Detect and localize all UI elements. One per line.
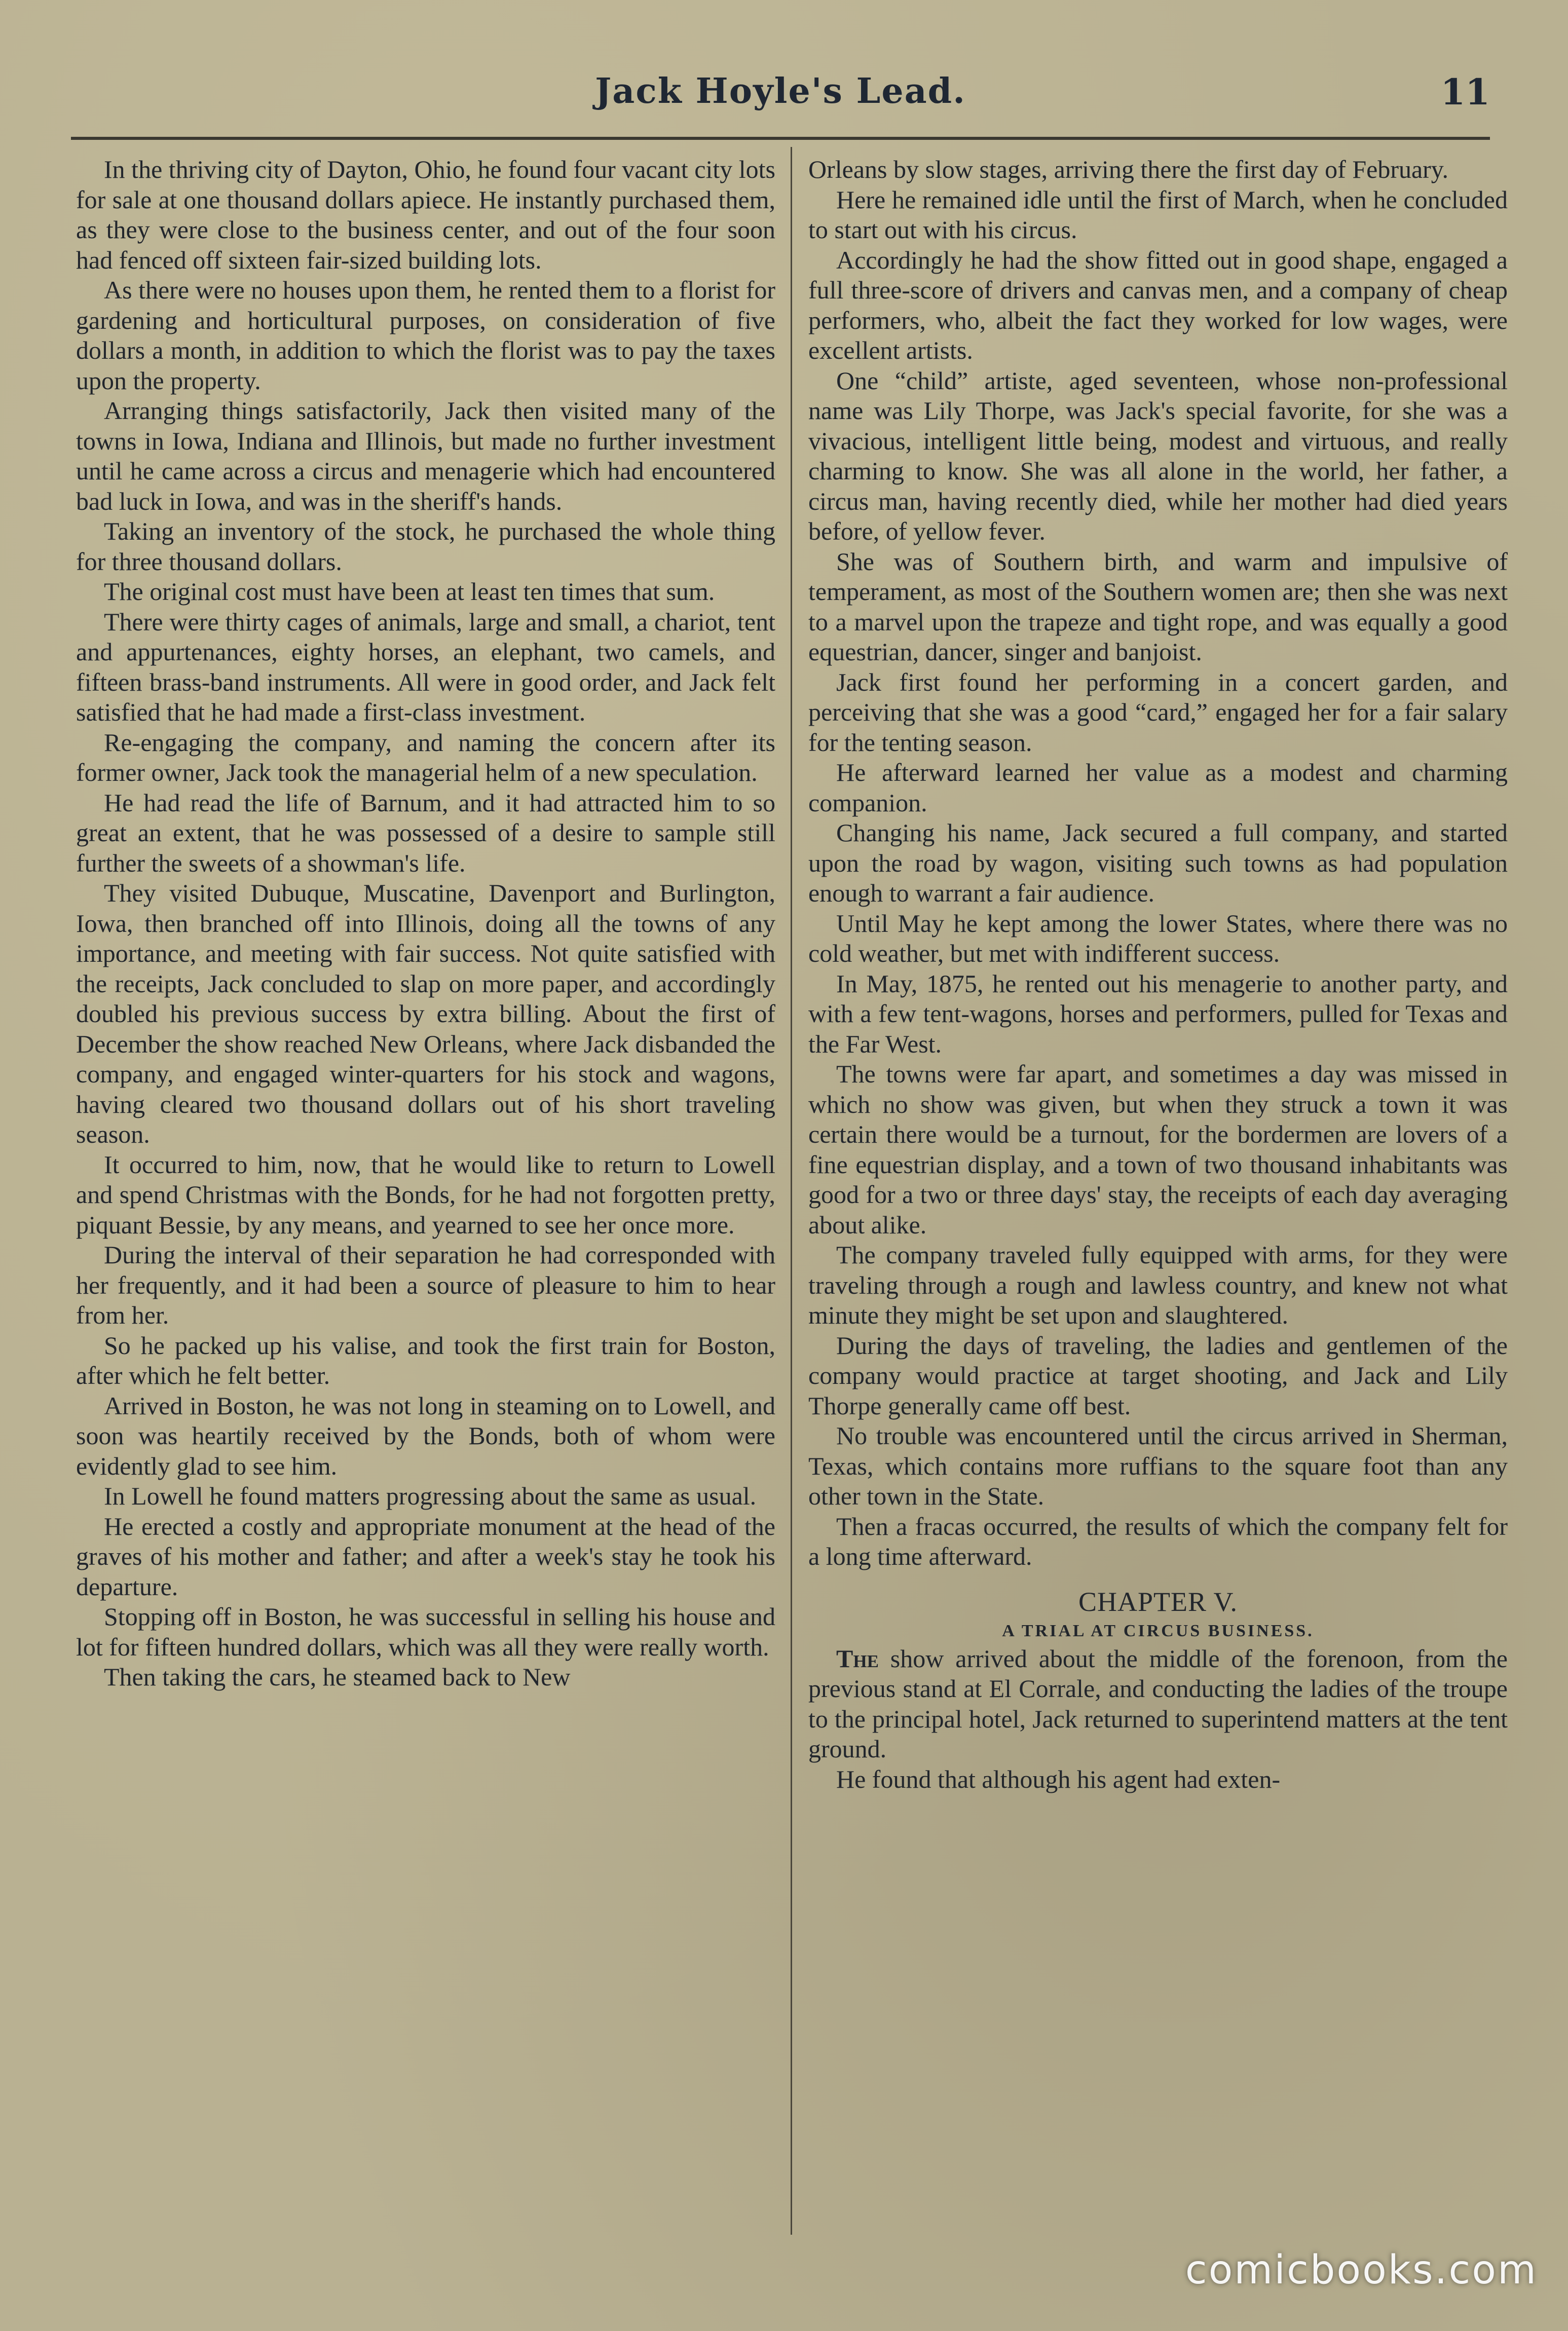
paragraph: Accordingly he had the show fitted out in good shape, engaged a full three-score of drivers and canvas men, and a company of cheap performers, who, albeit the fact they worked for low wages, were excellent artists.	[808, 245, 1508, 364]
paragraph: So he packed up his valise, and took the first train for Boston, after which he felt better.	[76, 1331, 775, 1389]
column-rule	[791, 147, 792, 2235]
paragraph: He found that although his agent had exten-	[836, 1764, 1281, 1793]
paragraph: Arrived in Boston, he was not long in steaming on to Lowell, and soon was heartily received by the Bonds, both of whom were evidently glad to see him.	[76, 1391, 775, 1480]
left-column	[76, 155, 775, 1693]
paragraph: Re-engaging the company, and naming the concern after its former owner, Jack took the managerial helm of a new speculation.	[76, 728, 775, 786]
chapter-subheading: A TRIAL AT CIRCUS BUSINESS.	[1002, 1621, 1314, 1640]
paragraph: During the days of traveling, the ladies and gentlemen of the company would practice at target shooting, and Jack and Lily Thorpe generally came off best.	[808, 1331, 1508, 1420]
paragraph: The towns were far apart, and sometimes a day was missed in which no show was given, but when they struck a town it was certain there would be a turnout, for the bordermen are lovers of a fine equestrian display, and a town of two thousand inhabitants was good for a two or three days' stay, the receipts of each day averaging about alike.	[808, 1060, 1508, 1239]
paragraph: Here he remained idle until the first of March, when he concluded to start out with his circus.	[808, 185, 1508, 244]
paragraph: In the thriving city of Dayton, Ohio, he found four vacant city lots for sale at one thousand dollars apiece. He instantly purchased them, as they were close to the business center, and out of the four soon had fenced off sixteen fair-sized building lots.	[76, 155, 775, 274]
running-head	[71, 61, 1490, 140]
paragraph: He erected a costly and appropriate monument at the head of the graves of his mother and father; and after a week's stay he took his departure.	[76, 1512, 775, 1601]
paragraph: No trouble was encountered until the circus arrived in Sherman, Texas, which contains more ruffians to the square foot than any other town in the State.	[808, 1421, 1508, 1510]
page-number: 11	[1440, 71, 1490, 113]
paragraph: One “child” artiste, aged seventeen, whose non-professional name was Lily Thorpe, was Jack's special favorite, for she was a vivacious, intelligent little being, modest and virtuous, and really charming to know. She was all alone in the world, her father, a circus man, having recently died, while her mother had died years before, of yellow fever.	[808, 366, 1508, 545]
paragraph: In May, 1875, he rented out his menagerie to another party, and with a few tent-wagons, horses and performers, pulled for Texas and the Far West.	[808, 969, 1508, 1058]
paragraph: Until May he kept among the lower States, where there was no cold weather, but met with indifferent success.	[808, 909, 1508, 967]
paragraph: Then a fracas occurred, the results of which the company felt for a long time afterward.	[808, 1512, 1508, 1570]
paragraph: Arranging things satisfactorily, Jack then visited many of the towns in Iowa, Indiana and Illinois, but made no further investment until he came across a circus and menagerie which had encountered bad luck in Iowa, and was in the sheriff's hands.	[76, 396, 775, 515]
paragraph: Changing his name, Jack secured a full company, and started upon the road by wagon, visiting such towns as had population enough to warrant a fair audience.	[808, 818, 1508, 907]
right-column	[808, 155, 1508, 1794]
paragraph: He afterward learned her value as a modest and charming companion.	[808, 758, 1508, 817]
paragraph: As there were no houses upon them, he rented them to a florist for gardening and horticultural purposes, on consideration of five dollars a month, in addition to which the florist was to pay the taxes upon the property.	[76, 276, 775, 395]
paragraph: During the interval of their separation he had corresponded with her frequently, and it had been a source of pleasure to him to hear from her.	[76, 1240, 775, 1329]
paragraph-text: show arrived about the middle of the forenoon, from the previous stand at El Corrale, and conducting the ladies of the troupe to the principal hotel, Jack returned to superintend matters at the tent ground.	[808, 1644, 1508, 1763]
paragraph: He had read the life of Barnum, and it had attracted him to so great an extent, that he was possessed of a desire to sample still further the sweets of a showman's life.	[76, 788, 775, 877]
paragraph: They visited Dubuque, Muscatine, Davenport and Burlington, Iowa, then branched off into Illinois, doing all the towns of any importance, and meeting with fair success. Not quite satisfied with the receipts, Jack concluded to slap on more paper, and accordingly doubled his previous success by extra billing. About the first of December the show reached New Orleans, where Jack disbanded the company, and engaged winter-quarters for his stock and wagons, having cleared two thousand dollars out of his short traveling season.	[76, 879, 775, 1148]
paragraph: Taking an inventory of the stock, he purchased the whole thing for three thousand dollars.	[76, 517, 775, 576]
chapter-heading: CHAPTER V.	[1078, 1586, 1238, 1617]
paragraph: There were thirty cages of animals, large and small, a chariot, tent and appurtenances, eighty horses, an elephant, two camels, and fifteen brass-band instruments. All were in good order, and Jack felt satisfied that he had made a first-class investment.	[76, 607, 775, 726]
paragraph: Stopping off in Boston, he was successful in selling his house and lot for fifteen hundred dollars, which was all they were really worth.	[76, 1602, 775, 1661]
paragraph: She was of Southern birth, and warm and impulsive of temperament, as most of the Southern women are; then she was next to a marvel upon the trapeze and tight rope, and was equally a good equestrian, dancer, singer and banjoist.	[808, 547, 1508, 666]
running-title: Jack Hoyle's Lead.	[595, 71, 966, 111]
paragraph: The original cost must have been at least ten times that sum.	[104, 577, 715, 606]
paragraph: Jack first found her performing in a concert garden, and perceiving that she was a good “card,” engaged her for a fair salary for the tenting season.	[808, 667, 1508, 757]
chapter-first-paragraph	[808, 1644, 1508, 1764]
lead-word: The	[836, 1644, 879, 1673]
watermark-logo: comicbooks.com	[1185, 2247, 1538, 2293]
paragraph: Then taking the cars, he steamed back to New	[104, 1663, 571, 1691]
continued-paragraph: Orleans by slow stages, arriving there the first day of February.	[808, 155, 1449, 183]
paragraph: In Lowell he found matters progressing about the same as usual.	[104, 1482, 757, 1510]
paragraph: It occurred to him, now, that he would like to return to Lowell and spend Christmas with the Bonds, for he had not forgotten pretty, piquant Bessie, by any means, and yearned to see her once more.	[76, 1150, 775, 1239]
paragraph: The company traveled fully equipped with arms, for they were traveling through a rough and lawless country, and knew not what minute they might be set upon and slaughtered.	[808, 1240, 1508, 1329]
